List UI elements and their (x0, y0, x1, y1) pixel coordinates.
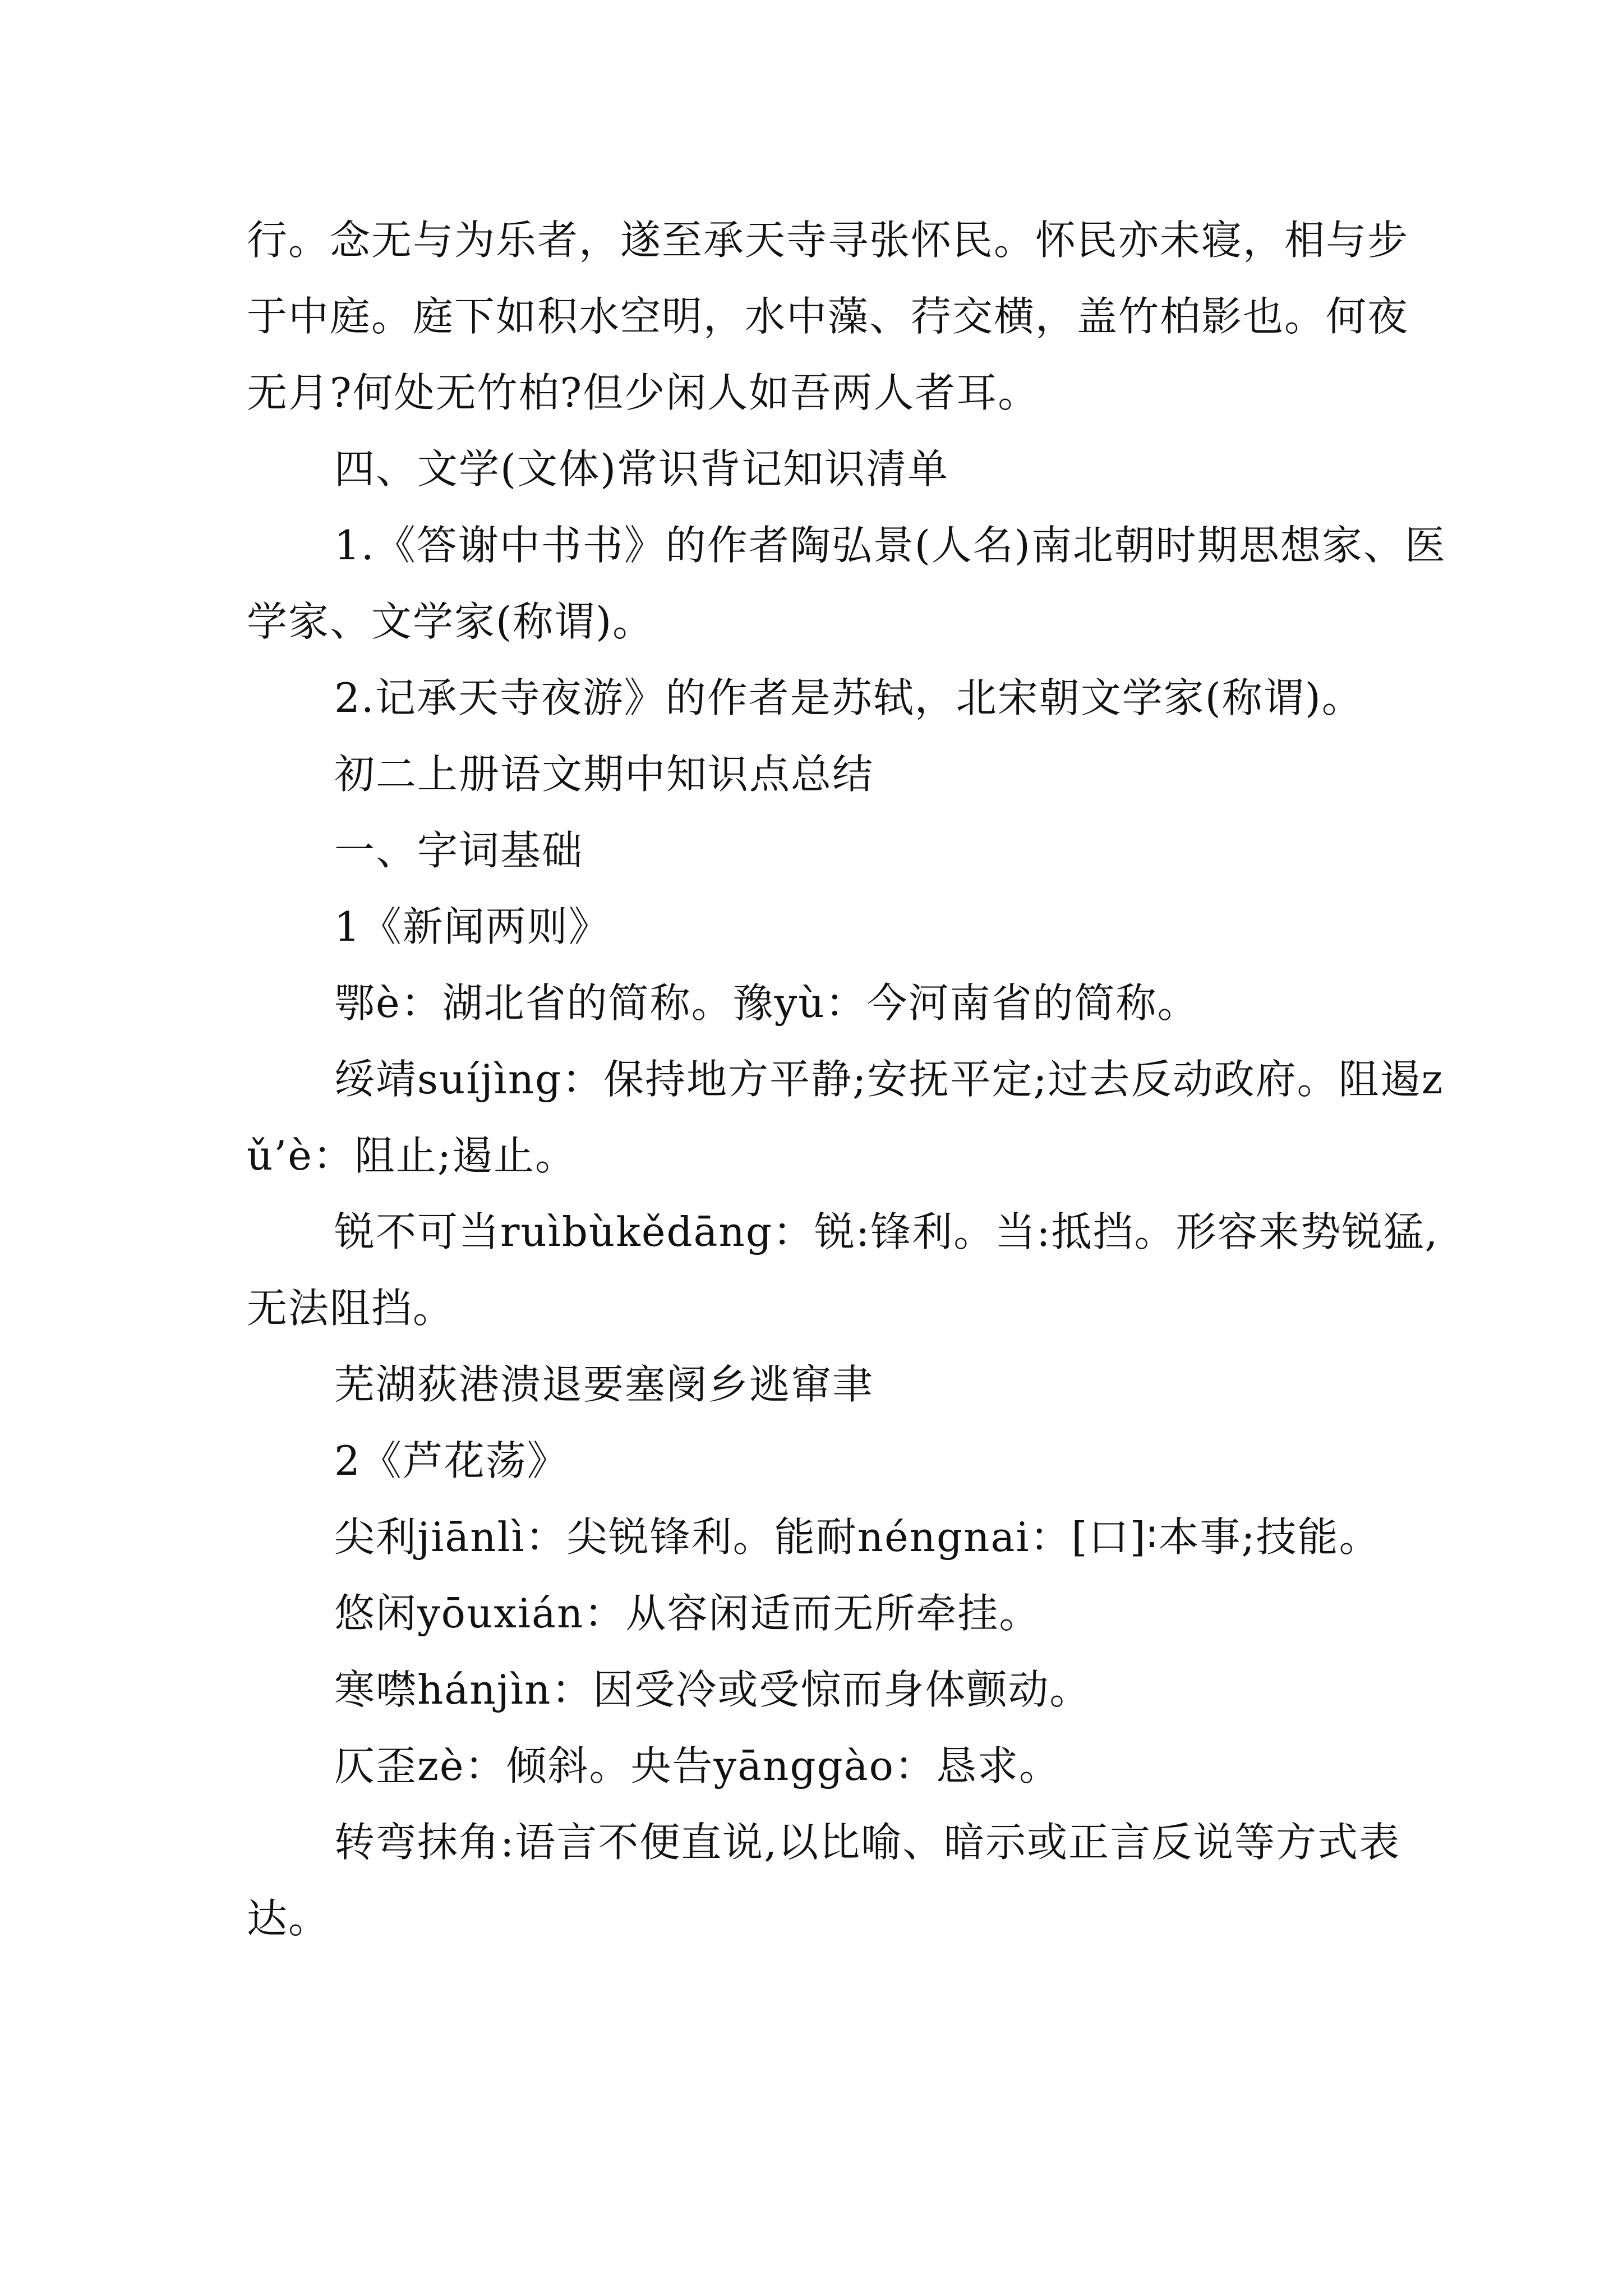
paragraph-section-one-heading: 一、字词基础 (334, 827, 584, 874)
paragraph-vocab-jianli: 尖利jiānlì：尖锐锋利。能耐néngnai：[口]∶本事;技能。 (334, 1513, 1381, 1561)
paragraph-vocab-ruibukedang: 锐不可当ruìbùkědāng：锐:锋利。当:抵挡。形容来势锐猛,无法阻挡。 (247, 1208, 1439, 1332)
paragraph-lesson-2-title: 2《芦花荡》 (334, 1437, 569, 1484)
paragraph-vocab-zhuanwan: 转弯抹角:语言不便直说,以比喻、暗示或正言反说等方式表达。 (247, 1819, 1401, 1942)
paragraph-poem-continuation: 行。念无与为乐者，遂至承天寺寻张怀民。怀民亦未寝，相与步于中庭。庭下如积水空明，水中藻、荇交横，盖竹柏影也。何夜无月?何处无竹柏?但少闲人如吾两人者耳。 (247, 217, 1409, 416)
paragraph-vocab-zewai: 仄歪zè：倾斜。央告yānggào：恳求。 (334, 1742, 1061, 1789)
paragraph-vocab-hanjin: 寒噤hánjìn：因受冷或受惊而身体颤动。 (334, 1666, 1091, 1713)
paragraph-item-2: 2.记承天寺夜游》的作者是苏轼，北宋朝文学家(称谓)。 (334, 674, 1363, 721)
document-body (247, 202, 1447, 1957)
paragraph-summary-title: 初二上册语文期中知识点总结 (334, 751, 874, 798)
paragraph-vocab-youxian: 悠闲yōuxián：从容闲适而无所牵挂。 (334, 1590, 1041, 1637)
paragraph-section-four-heading: 四、文学(文体)常识背记知识清单 (334, 445, 949, 493)
paragraph-vocab-list: 芜湖荻港溃退要塞阌乡逃窜聿 (334, 1361, 874, 1408)
paragraph-item-1: 1.《答谢中书书》的作者陶弘景(人名)南北朝时期思想家、医学家、文学家(称谓)。 (247, 522, 1446, 645)
paragraph-vocab-suijing: 绥靖suíjìng：保持地方平静;安抚平定;过去反动政府。阻遏zǔ’è：阻止;遏止。 (247, 1056, 1444, 1179)
paragraph-vocab-e-yu: 鄂è：湖北省的简称。豫yù：今河南省的简称。 (334, 979, 1199, 1027)
paragraph-lesson-1-title: 1《新闻两则》 (334, 903, 610, 950)
